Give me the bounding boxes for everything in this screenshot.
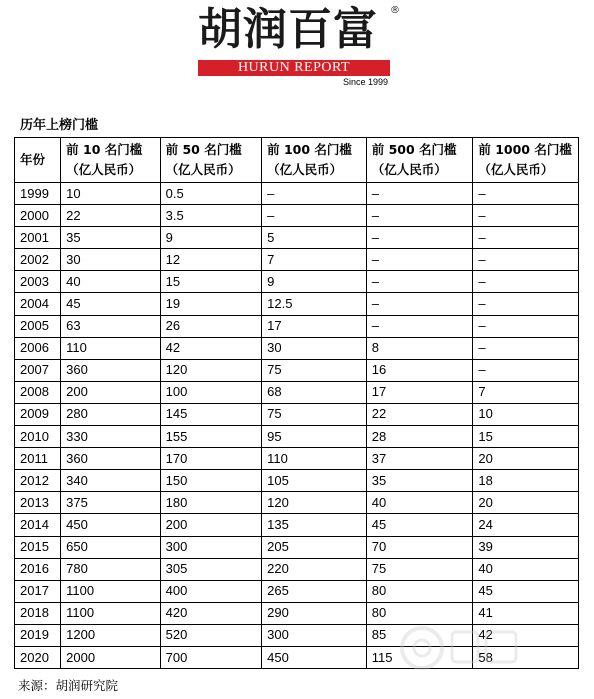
cell-year: 2007 <box>15 359 61 381</box>
cell-top50: 120 <box>160 359 262 381</box>
cell-year: 2008 <box>15 381 61 403</box>
cell-top50: 15 <box>160 271 262 293</box>
table-row <box>15 205 579 227</box>
cell-top1000: – <box>473 337 579 359</box>
cell-top500: 35 <box>366 470 473 492</box>
cell-top500: 75 <box>366 558 473 580</box>
cell-top500: 40 <box>366 492 473 514</box>
cell-top1000: 42 <box>473 624 579 646</box>
cell-top1000: 40 <box>473 558 579 580</box>
cell-top1000: – <box>473 183 579 205</box>
cell-top50: 170 <box>160 448 262 470</box>
cell-year: 2018 <box>15 602 61 624</box>
cell-year: 2013 <box>15 492 61 514</box>
cell-top10: 340 <box>61 470 160 492</box>
cell-top1000: 20 <box>473 492 579 514</box>
cell-top100: 17 <box>262 315 367 337</box>
cell-top500: 8 <box>366 337 473 359</box>
table-row <box>15 448 579 470</box>
cell-top1000: – <box>473 227 579 249</box>
source-note: 来源：胡润研究院 <box>18 678 119 693</box>
cell-top50: 180 <box>160 492 262 514</box>
cell-top50: 3.5 <box>160 205 262 227</box>
cell-top1000: 39 <box>473 536 579 558</box>
logo-brand-text: HURUN REPORT <box>237 60 351 75</box>
cell-top1000: – <box>473 315 579 337</box>
cell-top500: – <box>366 183 473 205</box>
cell-top500: 45 <box>366 514 473 536</box>
cell-year: 2003 <box>15 271 61 293</box>
table-row <box>15 271 579 293</box>
cell-year: 2012 <box>15 470 61 492</box>
header-top10 <box>61 138 160 183</box>
cell-top500: 17 <box>366 381 473 403</box>
cell-top100: 450 <box>262 646 367 668</box>
table-row <box>15 183 579 205</box>
cell-top1000: – <box>473 271 579 293</box>
cell-year: 2009 <box>15 403 61 425</box>
cell-top100: 105 <box>262 470 367 492</box>
cell-top500: – <box>366 271 473 293</box>
table-title: 历年上榜门槛 <box>20 118 99 133</box>
cell-top10: 780 <box>61 558 160 580</box>
cell-top10: 360 <box>61 359 160 381</box>
cell-top100: 205 <box>262 536 367 558</box>
header-top50 <box>160 138 262 183</box>
cell-top1000: – <box>473 249 579 271</box>
header-top10-unit: （亿人民币） <box>66 162 142 177</box>
hurun-logo <box>198 4 400 88</box>
cell-top500: – <box>366 315 473 337</box>
header-year: 年份 <box>15 138 61 183</box>
cell-top10: 110 <box>61 337 160 359</box>
cell-top10: 45 <box>61 293 160 315</box>
cell-year: 2011 <box>15 448 61 470</box>
table-row <box>15 249 579 271</box>
table-row <box>15 470 579 492</box>
cell-top50: 150 <box>160 470 262 492</box>
header-top50-unit: （亿人民币） <box>165 162 241 177</box>
table-row <box>15 580 579 602</box>
header-top500-unit: （亿人民币） <box>371 162 447 177</box>
cell-top1000: 41 <box>473 602 579 624</box>
cell-top100: 12.5 <box>262 293 367 315</box>
cell-top500: 80 <box>366 580 473 602</box>
cell-top100: 7 <box>262 249 367 271</box>
cell-top10: 1200 <box>61 624 160 646</box>
header-top500-title: 前 500 名门槛 <box>371 142 457 157</box>
cell-top500: – <box>366 293 473 315</box>
cell-top50: 305 <box>160 558 262 580</box>
cell-top50: 0.5 <box>160 183 262 205</box>
cell-top10: 63 <box>61 315 160 337</box>
header-top100 <box>262 138 367 183</box>
cell-top50: 145 <box>160 403 262 425</box>
header-top100-unit: （亿人民币） <box>267 162 343 177</box>
cell-top100: 5 <box>262 227 367 249</box>
cell-top50: 300 <box>160 536 262 558</box>
table-body <box>15 183 579 669</box>
cell-year: 2015 <box>15 536 61 558</box>
table-row <box>15 381 579 403</box>
cell-top10: 200 <box>61 381 160 403</box>
table-row <box>15 227 579 249</box>
cell-top100: 290 <box>262 602 367 624</box>
cell-top50: 400 <box>160 580 262 602</box>
cell-top1000: – <box>473 205 579 227</box>
cell-top500: 37 <box>366 448 473 470</box>
logo-title: 胡润百富 <box>198 4 378 55</box>
cell-top100: – <box>262 205 367 227</box>
threshold-table <box>14 137 579 669</box>
cell-top1000: 18 <box>473 470 579 492</box>
header-top1000 <box>473 138 579 183</box>
cell-top1000: 7 <box>473 381 579 403</box>
cell-year: 2004 <box>15 293 61 315</box>
table-row <box>15 337 579 359</box>
table-header-row <box>15 138 579 183</box>
cell-top1000: 20 <box>473 448 579 470</box>
cell-top100: 68 <box>262 381 367 403</box>
cell-top100: 265 <box>262 580 367 602</box>
cell-year: 2019 <box>15 624 61 646</box>
cell-top500: 70 <box>366 536 473 558</box>
table-row <box>15 315 579 337</box>
logo-brand-bar <box>198 60 390 76</box>
cell-top50: 9 <box>160 227 262 249</box>
cell-top10: 375 <box>61 492 160 514</box>
cell-top500: 80 <box>366 602 473 624</box>
cell-top10: 450 <box>61 514 160 536</box>
cell-top100: 110 <box>262 448 367 470</box>
cell-top10: 40 <box>61 271 160 293</box>
cell-top10: 30 <box>61 249 160 271</box>
cell-top10: 1100 <box>61 602 160 624</box>
cell-top10: 330 <box>61 426 160 448</box>
cell-year: 2020 <box>15 646 61 668</box>
cell-top100: – <box>262 183 367 205</box>
cell-year: 2001 <box>15 227 61 249</box>
cell-top1000: 58 <box>473 646 579 668</box>
cell-top100: 95 <box>262 426 367 448</box>
cell-top500: 16 <box>366 359 473 381</box>
table-row <box>15 293 579 315</box>
header-top1000-unit: （亿人民币） <box>478 162 554 177</box>
cell-top1000: 45 <box>473 580 579 602</box>
cell-top100: 9 <box>262 271 367 293</box>
cell-top500: 28 <box>366 426 473 448</box>
cell-top10: 360 <box>61 448 160 470</box>
cell-top50: 420 <box>160 602 262 624</box>
cell-top50: 155 <box>160 426 262 448</box>
table-row <box>15 536 579 558</box>
logo-since: Since 1999 <box>342 77 388 87</box>
cell-top500: 22 <box>366 403 473 425</box>
cell-top50: 520 <box>160 624 262 646</box>
cell-top100: 135 <box>262 514 367 536</box>
registered-mark: ® <box>390 5 400 16</box>
table-row <box>15 403 579 425</box>
cell-year: 1999 <box>15 183 61 205</box>
header-top50-title: 前 50 名门槛 <box>165 142 242 157</box>
cell-year: 2010 <box>15 426 61 448</box>
table-row <box>15 514 579 536</box>
cell-top1000: 24 <box>473 514 579 536</box>
cell-year: 2005 <box>15 315 61 337</box>
cell-top1000: 15 <box>473 426 579 448</box>
table-row <box>15 359 579 381</box>
watermark-logo <box>396 618 526 674</box>
cell-top50: 100 <box>160 381 262 403</box>
header-top1000-title: 前 1000 名门槛 <box>478 142 572 157</box>
cell-top10: 650 <box>61 536 160 558</box>
cell-year: 2006 <box>15 337 61 359</box>
cell-top50: 26 <box>160 315 262 337</box>
cell-year: 2014 <box>15 514 61 536</box>
table-row <box>15 426 579 448</box>
cell-top50: 700 <box>160 646 262 668</box>
cell-top10: 10 <box>61 183 160 205</box>
header-top500 <box>366 138 473 183</box>
cell-top50: 200 <box>160 514 262 536</box>
cell-top1000: 10 <box>473 403 579 425</box>
cell-top10: 1100 <box>61 580 160 602</box>
cell-top100: 75 <box>262 359 367 381</box>
cell-top500: – <box>366 227 473 249</box>
cell-top500: – <box>366 249 473 271</box>
cell-top50: 12 <box>160 249 262 271</box>
cell-top100: 300 <box>262 624 367 646</box>
cell-top50: 42 <box>160 337 262 359</box>
cell-top100: 30 <box>262 337 367 359</box>
cell-top500: 115 <box>366 646 473 668</box>
cell-top1000: – <box>473 359 579 381</box>
cell-top10: 35 <box>61 227 160 249</box>
cell-year: 2002 <box>15 249 61 271</box>
cell-year: 2016 <box>15 558 61 580</box>
cell-year: 2000 <box>15 205 61 227</box>
cell-year: 2017 <box>15 580 61 602</box>
header-top100-title: 前 100 名门槛 <box>267 142 352 157</box>
cell-top10: 22 <box>61 205 160 227</box>
cell-top10: 280 <box>61 403 160 425</box>
table-row <box>15 558 579 580</box>
cell-top500: – <box>366 205 473 227</box>
cell-top100: 75 <box>262 403 367 425</box>
header-top10-title: 前 10 名门槛 <box>66 142 143 157</box>
cell-top1000: – <box>473 293 579 315</box>
cell-top500: 85 <box>366 624 473 646</box>
cell-top10: 2000 <box>61 646 160 668</box>
table-row <box>15 492 579 514</box>
cell-top100: 120 <box>262 492 367 514</box>
cell-top50: 19 <box>160 293 262 315</box>
cell-top100: 220 <box>262 558 367 580</box>
